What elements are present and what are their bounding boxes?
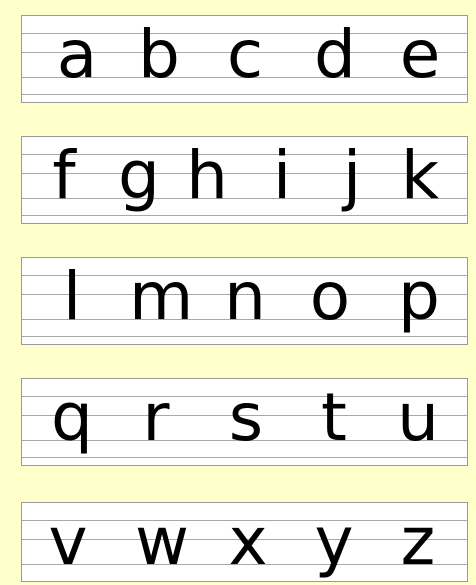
letter-t: t: [321, 379, 347, 456]
letter-d: d: [314, 16, 356, 93]
letter-j: j: [342, 137, 362, 214]
letter-a: a: [56, 16, 98, 93]
letter-k: k: [400, 137, 440, 214]
letter-m: m: [129, 258, 194, 335]
letter-v: v: [48, 503, 88, 580]
letter-y: y: [314, 503, 354, 580]
letter-i: i: [272, 137, 292, 214]
letter-c: c: [226, 16, 264, 93]
letter-x: x: [228, 503, 268, 580]
letter-f: f: [52, 137, 76, 214]
letter-row-2: [21, 136, 468, 224]
letter-l: l: [62, 258, 82, 335]
letter-g: g: [118, 137, 160, 214]
letter-s: s: [228, 379, 264, 456]
letter-q: q: [51, 379, 93, 456]
letter-r: r: [142, 379, 170, 456]
letter-n: n: [224, 258, 266, 335]
letter-h: h: [186, 137, 228, 214]
letter-u: u: [397, 379, 439, 456]
letter-row-4: [21, 378, 468, 466]
letter-row-5: [21, 502, 468, 582]
letter-row-1: [21, 15, 468, 103]
letter-w: w: [135, 503, 189, 580]
letter-row-3: [21, 257, 468, 345]
letter-e: e: [399, 16, 441, 93]
letter-o: o: [309, 258, 351, 335]
letter-z: z: [400, 503, 436, 580]
letter-b: b: [138, 16, 180, 93]
letter-p: p: [398, 258, 440, 335]
